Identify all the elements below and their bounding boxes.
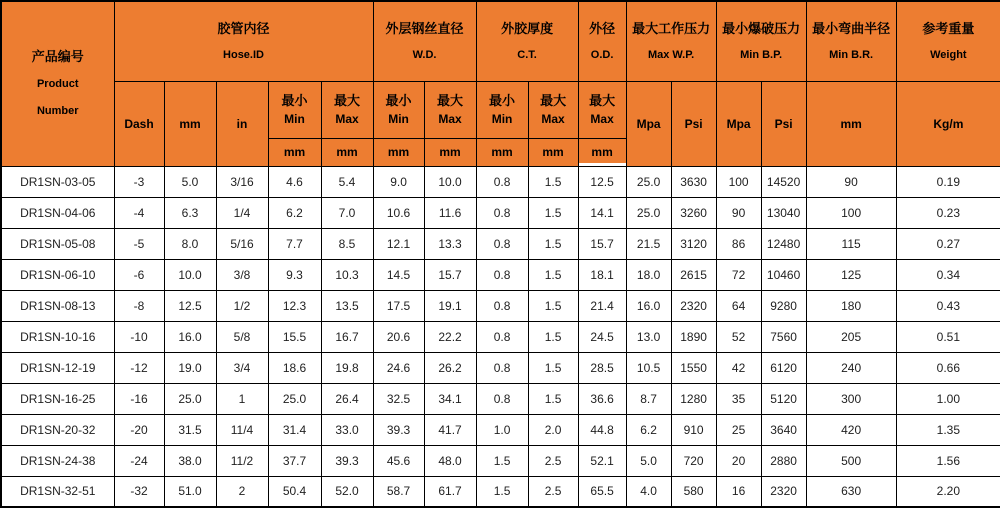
table-header bbox=[1, 1, 1000, 166]
product-number-cell: DR1SN-03-05 bbox=[1, 166, 114, 197]
value-cell: 14520 bbox=[761, 166, 806, 197]
table-row bbox=[1, 352, 1000, 383]
table-row bbox=[1, 166, 1000, 197]
value-cell: 420 bbox=[806, 414, 896, 445]
value-cell: 7.7 bbox=[268, 228, 321, 259]
table-row bbox=[1, 228, 1000, 259]
value-cell: 13.3 bbox=[424, 228, 476, 259]
value-cell: 25 bbox=[716, 414, 761, 445]
value-cell: 0.8 bbox=[476, 197, 528, 228]
value-cell: 26.4 bbox=[321, 383, 373, 414]
table-row bbox=[1, 383, 1000, 414]
value-cell: 35 bbox=[716, 383, 761, 414]
value-cell: 100 bbox=[716, 166, 761, 197]
value-cell: 20 bbox=[716, 445, 761, 476]
value-cell: 7560 bbox=[761, 321, 806, 352]
value-cell: 0.43 bbox=[896, 290, 1000, 321]
value-cell: 1.5 bbox=[476, 476, 528, 507]
value-cell: 0.8 bbox=[476, 228, 528, 259]
value-cell: -16 bbox=[114, 383, 164, 414]
value-cell: 42 bbox=[716, 352, 761, 383]
value-cell: 90 bbox=[806, 166, 896, 197]
value-cell: 5.4 bbox=[321, 166, 373, 197]
value-cell: 25.0 bbox=[268, 383, 321, 414]
value-cell: 0.66 bbox=[896, 352, 1000, 383]
subheader-id-min: 最小 Min bbox=[268, 81, 321, 138]
value-cell: 1 bbox=[216, 383, 268, 414]
product-number-cell: DR1SN-08-13 bbox=[1, 290, 114, 321]
subheader-bp-psi: Psi bbox=[761, 81, 806, 166]
value-cell: 1.5 bbox=[528, 228, 578, 259]
value-cell: 17.5 bbox=[373, 290, 424, 321]
value-cell: 25.0 bbox=[164, 383, 216, 414]
value-cell: 20.6 bbox=[373, 321, 424, 352]
value-cell: 9.3 bbox=[268, 259, 321, 290]
value-cell: 240 bbox=[806, 352, 896, 383]
value-cell: 28.5 bbox=[578, 352, 626, 383]
value-cell: 115 bbox=[806, 228, 896, 259]
header-group-max-working-pressure: 最大工作压力 Max W.P. bbox=[626, 1, 716, 81]
value-cell: 12.5 bbox=[164, 290, 216, 321]
value-cell: 31.4 bbox=[268, 414, 321, 445]
subheader-ct-max: 最大 Max bbox=[528, 81, 578, 138]
value-cell: 3640 bbox=[761, 414, 806, 445]
value-cell: 38.0 bbox=[164, 445, 216, 476]
table-row bbox=[1, 197, 1000, 228]
value-cell: 6.2 bbox=[626, 414, 671, 445]
value-cell: 3/4 bbox=[216, 352, 268, 383]
value-cell: 11/2 bbox=[216, 445, 268, 476]
value-cell: -24 bbox=[114, 445, 164, 476]
subheader-br-mm: mm bbox=[806, 81, 896, 166]
value-cell: 2 bbox=[216, 476, 268, 507]
value-cell: 2.5 bbox=[528, 445, 578, 476]
value-cell: 13040 bbox=[761, 197, 806, 228]
value-cell: 2615 bbox=[671, 259, 716, 290]
value-cell: 2.20 bbox=[896, 476, 1000, 507]
value-cell: 61.7 bbox=[424, 476, 476, 507]
product-number-cell: DR1SN-24-38 bbox=[1, 445, 114, 476]
value-cell: 12.5 bbox=[578, 166, 626, 197]
value-cell: 31.5 bbox=[164, 414, 216, 445]
value-cell: -6 bbox=[114, 259, 164, 290]
value-cell: 39.3 bbox=[321, 445, 373, 476]
value-cell: 1/2 bbox=[216, 290, 268, 321]
value-cell: 25.0 bbox=[626, 197, 671, 228]
value-cell: 5/16 bbox=[216, 228, 268, 259]
header-group-min-burst-pressure: 最小爆破压力 Min B.P. bbox=[716, 1, 806, 81]
value-cell: 25.0 bbox=[626, 166, 671, 197]
value-cell: 1.5 bbox=[528, 166, 578, 197]
value-cell: -10 bbox=[114, 321, 164, 352]
value-cell: 1.5 bbox=[528, 197, 578, 228]
value-cell: 100 bbox=[806, 197, 896, 228]
product-number-cell: DR1SN-04-06 bbox=[1, 197, 114, 228]
subheader-unit-wd-min-mm: mm bbox=[373, 138, 424, 166]
value-cell: 300 bbox=[806, 383, 896, 414]
value-cell: 44.8 bbox=[578, 414, 626, 445]
value-cell: 4.6 bbox=[268, 166, 321, 197]
value-cell: 51.0 bbox=[164, 476, 216, 507]
value-cell: 10.6 bbox=[373, 197, 424, 228]
value-cell: 8.7 bbox=[626, 383, 671, 414]
value-cell: 2880 bbox=[761, 445, 806, 476]
value-cell: 36.6 bbox=[578, 383, 626, 414]
value-cell: 45.6 bbox=[373, 445, 424, 476]
value-cell: 22.2 bbox=[424, 321, 476, 352]
value-cell: 41.7 bbox=[424, 414, 476, 445]
value-cell: 64 bbox=[716, 290, 761, 321]
product-number-cell: DR1SN-32-51 bbox=[1, 476, 114, 507]
subheader-unit-od-max-mm: mm bbox=[578, 138, 626, 166]
value-cell: 580 bbox=[671, 476, 716, 507]
value-cell: 6120 bbox=[761, 352, 806, 383]
subheader-unit-ct-max-mm: mm bbox=[528, 138, 578, 166]
value-cell: -4 bbox=[114, 197, 164, 228]
value-cell: 3120 bbox=[671, 228, 716, 259]
value-cell: 13.0 bbox=[626, 321, 671, 352]
value-cell: -32 bbox=[114, 476, 164, 507]
value-cell: 16 bbox=[716, 476, 761, 507]
value-cell: 50.4 bbox=[268, 476, 321, 507]
subheader-unit-ct-min-mm: mm bbox=[476, 138, 528, 166]
product-number-cell: DR1SN-05-08 bbox=[1, 228, 114, 259]
value-cell: 1.5 bbox=[528, 352, 578, 383]
value-cell: 15.5 bbox=[268, 321, 321, 352]
value-cell: 910 bbox=[671, 414, 716, 445]
value-cell: 1.5 bbox=[528, 290, 578, 321]
subheader-unit-id-min-mm: mm bbox=[268, 138, 321, 166]
value-cell: 21.5 bbox=[626, 228, 671, 259]
product-number-cell: DR1SN-10-16 bbox=[1, 321, 114, 352]
value-cell: 16.0 bbox=[164, 321, 216, 352]
value-cell: 11.6 bbox=[424, 197, 476, 228]
value-cell: 15.7 bbox=[578, 228, 626, 259]
subheader-wp-psi: Psi bbox=[671, 81, 716, 166]
value-cell: 9280 bbox=[761, 290, 806, 321]
value-cell: -20 bbox=[114, 414, 164, 445]
value-cell: 18.1 bbox=[578, 259, 626, 290]
header-product bbox=[1, 1, 114, 166]
value-cell: 14.1 bbox=[578, 197, 626, 228]
value-cell: 52.1 bbox=[578, 445, 626, 476]
header-group-hose-id: 胶管内径 Hose.ID bbox=[114, 1, 373, 81]
value-cell: 1.56 bbox=[896, 445, 1000, 476]
value-cell: 0.8 bbox=[476, 352, 528, 383]
header-group-weight: 参考重量 Weight bbox=[896, 1, 1000, 81]
table-row bbox=[1, 321, 1000, 352]
product-number-cell: DR1SN-06-10 bbox=[1, 259, 114, 290]
value-cell: 1/4 bbox=[216, 197, 268, 228]
value-cell: 58.7 bbox=[373, 476, 424, 507]
value-cell: 5.0 bbox=[164, 166, 216, 197]
value-cell: 12.1 bbox=[373, 228, 424, 259]
value-cell: 39.3 bbox=[373, 414, 424, 445]
value-cell: 0.34 bbox=[896, 259, 1000, 290]
table-row bbox=[1, 476, 1000, 507]
value-cell: 8.0 bbox=[164, 228, 216, 259]
subheader-id-max: 最大 Max bbox=[321, 81, 373, 138]
value-cell: 86 bbox=[716, 228, 761, 259]
value-cell: 6.3 bbox=[164, 197, 216, 228]
header-product-zh: 产品编号 bbox=[31, 49, 84, 65]
value-cell: 8.5 bbox=[321, 228, 373, 259]
value-cell: 18.6 bbox=[268, 352, 321, 383]
value-cell: 2320 bbox=[761, 476, 806, 507]
value-cell: 0.51 bbox=[896, 321, 1000, 352]
value-cell: 13.5 bbox=[321, 290, 373, 321]
value-cell: -5 bbox=[114, 228, 164, 259]
table-row bbox=[1, 414, 1000, 445]
value-cell: 720 bbox=[671, 445, 716, 476]
value-cell: 1.0 bbox=[476, 414, 528, 445]
value-cell: 9.0 bbox=[373, 166, 424, 197]
value-cell: 14.5 bbox=[373, 259, 424, 290]
value-cell: 72 bbox=[716, 259, 761, 290]
table-row bbox=[1, 290, 1000, 321]
value-cell: 0.27 bbox=[896, 228, 1000, 259]
value-cell: 33.0 bbox=[321, 414, 373, 445]
value-cell: 2.0 bbox=[528, 414, 578, 445]
subheader-wd-max: 最大 Max bbox=[424, 81, 476, 138]
value-cell: 630 bbox=[806, 476, 896, 507]
value-cell: 48.0 bbox=[424, 445, 476, 476]
value-cell: 18.0 bbox=[626, 259, 671, 290]
value-cell: 12.3 bbox=[268, 290, 321, 321]
value-cell: 34.1 bbox=[424, 383, 476, 414]
value-cell: 0.23 bbox=[896, 197, 1000, 228]
value-cell: 21.4 bbox=[578, 290, 626, 321]
value-cell: 2.5 bbox=[528, 476, 578, 507]
value-cell: 52 bbox=[716, 321, 761, 352]
product-number-cell: DR1SN-20-32 bbox=[1, 414, 114, 445]
value-cell: 5120 bbox=[761, 383, 806, 414]
subheader-unit-wd-max-mm: mm bbox=[424, 138, 476, 166]
value-cell: 32.5 bbox=[373, 383, 424, 414]
value-cell: 26.2 bbox=[424, 352, 476, 383]
value-cell: -8 bbox=[114, 290, 164, 321]
value-cell: 1550 bbox=[671, 352, 716, 383]
value-cell: 24.6 bbox=[373, 352, 424, 383]
value-cell: 12480 bbox=[761, 228, 806, 259]
value-cell: -12 bbox=[114, 352, 164, 383]
subheader-wd-min: 最小 Min bbox=[373, 81, 424, 138]
value-cell: 16.7 bbox=[321, 321, 373, 352]
subheader-weight-unit: Kg/m bbox=[896, 81, 1000, 166]
subheader-bp-mpa: Mpa bbox=[716, 81, 761, 166]
value-cell: 0.8 bbox=[476, 166, 528, 197]
value-cell: 10.3 bbox=[321, 259, 373, 290]
value-cell: 0.8 bbox=[476, 383, 528, 414]
value-cell: 4.0 bbox=[626, 476, 671, 507]
value-cell: 10.0 bbox=[424, 166, 476, 197]
value-cell: 6.2 bbox=[268, 197, 321, 228]
subheader-od-max: 最大 Max bbox=[578, 81, 626, 138]
header-product-en2: Number bbox=[36, 105, 79, 118]
value-cell: 1890 bbox=[671, 321, 716, 352]
value-cell: 19.0 bbox=[164, 352, 216, 383]
value-cell: 125 bbox=[806, 259, 896, 290]
header-product-en1: Product bbox=[36, 78, 79, 91]
value-cell: 37.7 bbox=[268, 445, 321, 476]
value-cell: 15.7 bbox=[424, 259, 476, 290]
subheader-ct-min: 最小 Min bbox=[476, 81, 528, 138]
value-cell: 2320 bbox=[671, 290, 716, 321]
value-cell: 90 bbox=[716, 197, 761, 228]
value-cell: 1.5 bbox=[528, 383, 578, 414]
value-cell: 0.8 bbox=[476, 290, 528, 321]
value-cell: 180 bbox=[806, 290, 896, 321]
value-cell: 0.8 bbox=[476, 321, 528, 352]
value-cell: 10.0 bbox=[164, 259, 216, 290]
table-body bbox=[1, 166, 1000, 507]
table-row bbox=[1, 445, 1000, 476]
header-group-min-bend-radius: 最小弯曲半径 Min B.R. bbox=[806, 1, 896, 81]
header-group-wire-diameter: 外层钢丝直径 W.D. bbox=[373, 1, 476, 81]
value-cell: 11/4 bbox=[216, 414, 268, 445]
value-cell: 1.5 bbox=[528, 321, 578, 352]
value-cell: 1.5 bbox=[528, 259, 578, 290]
value-cell: 65.5 bbox=[578, 476, 626, 507]
value-cell: 500 bbox=[806, 445, 896, 476]
table-row bbox=[1, 259, 1000, 290]
value-cell: 3260 bbox=[671, 197, 716, 228]
product-number-cell: DR1SN-16-25 bbox=[1, 383, 114, 414]
value-cell: 52.0 bbox=[321, 476, 373, 507]
value-cell: 3/16 bbox=[216, 166, 268, 197]
value-cell: 205 bbox=[806, 321, 896, 352]
subheader-dash: Dash bbox=[114, 81, 164, 166]
value-cell: 0.19 bbox=[896, 166, 1000, 197]
value-cell: 19.1 bbox=[424, 290, 476, 321]
value-cell: 10460 bbox=[761, 259, 806, 290]
value-cell: 1.00 bbox=[896, 383, 1000, 414]
value-cell: 16.0 bbox=[626, 290, 671, 321]
value-cell: 10.5 bbox=[626, 352, 671, 383]
value-cell: 3/8 bbox=[216, 259, 268, 290]
value-cell: -3 bbox=[114, 166, 164, 197]
value-cell: 24.5 bbox=[578, 321, 626, 352]
value-cell: 1.5 bbox=[476, 445, 528, 476]
value-cell: 7.0 bbox=[321, 197, 373, 228]
value-cell: 3630 bbox=[671, 166, 716, 197]
value-cell: 19.8 bbox=[321, 352, 373, 383]
subheader-wp-mpa: Mpa bbox=[626, 81, 671, 166]
value-cell: 5.0 bbox=[626, 445, 671, 476]
subheader-mm: mm bbox=[164, 81, 216, 166]
value-cell: 5/8 bbox=[216, 321, 268, 352]
header-group-outer-diameter: 外径 O.D. bbox=[578, 1, 626, 81]
value-cell: 1280 bbox=[671, 383, 716, 414]
subheader-in: in bbox=[216, 81, 268, 166]
value-cell: 1.35 bbox=[896, 414, 1000, 445]
header-group-cover-thickness: 外胶厚度 C.T. bbox=[476, 1, 578, 81]
value-cell: 0.8 bbox=[476, 259, 528, 290]
subheader-unit-id-max-mm: mm bbox=[321, 138, 373, 166]
product-number-cell: DR1SN-12-19 bbox=[1, 352, 114, 383]
